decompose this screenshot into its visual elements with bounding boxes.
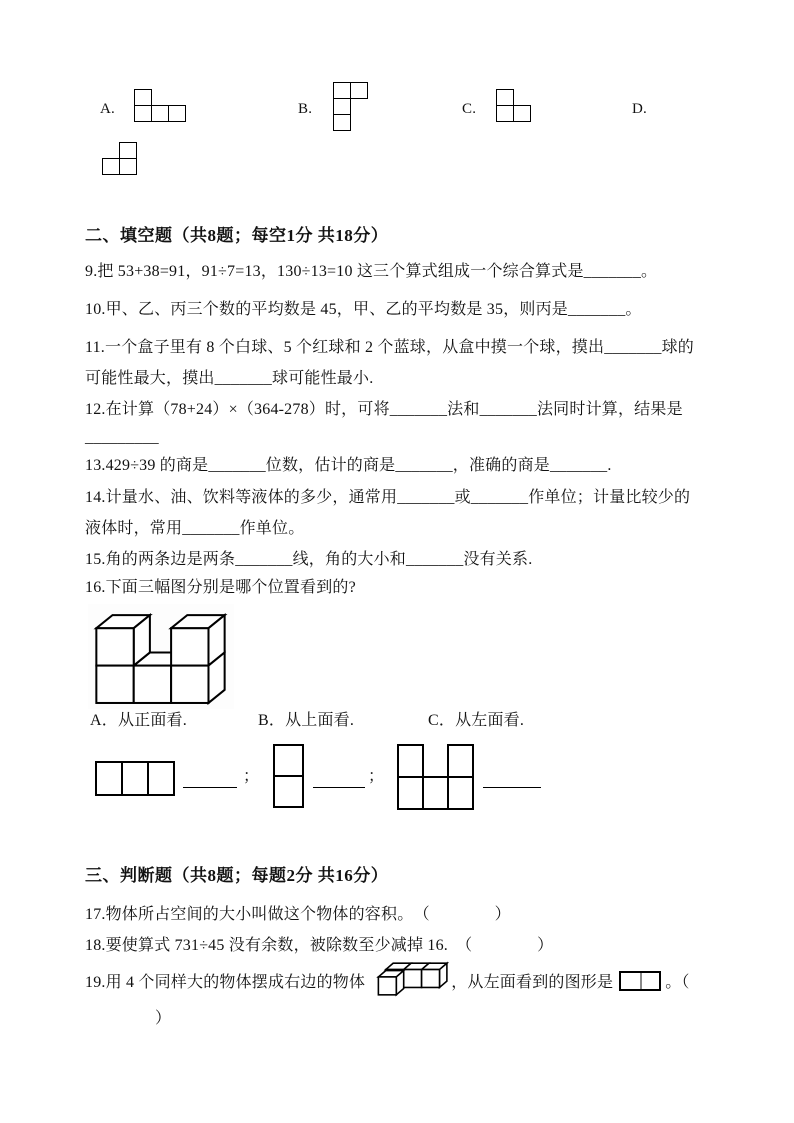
separator-semicolon-2: ； (368, 768, 385, 785)
question-15: 15.角的两条边是两条_______线，角的大小和_______没有关系. (85, 551, 533, 568)
grid-cell (147, 761, 175, 796)
cube-stack-drawing (93, 607, 229, 706)
answer-blank-top-view (313, 769, 365, 788)
question-10: 10.甲、乙、丙三个数的平均数是 45，甲、乙的平均数是 35，则丙是_______。 (85, 301, 642, 318)
grid-cell (350, 82, 368, 99)
grid-cell (447, 744, 474, 778)
grid-cell (95, 761, 123, 796)
question-12-line2: _________ (85, 429, 159, 446)
question-9: 9.把 53+38=91，91÷7=13，130÷13=10 这三个算式组成一个综合算式是_______。 (85, 263, 658, 280)
question-19-text-part1: 19.用 4 个同样大的物体摆成右边的物体 (85, 974, 366, 991)
grid-cell (119, 142, 137, 159)
question-17: 17.物体所占空间的大小叫做这个物体的容积。 （ ） (85, 906, 511, 923)
option-d-label: D. (632, 101, 647, 117)
cube-stack-figure (88, 604, 234, 709)
grid-cell (273, 744, 304, 777)
option-a-net-figure (134, 89, 186, 122)
section2-heading: 二、填空题（共8题；每空1分 共18分） (85, 226, 389, 245)
grid-cell (119, 158, 137, 175)
separator-semicolon-1: ； (243, 768, 260, 785)
grid-cell (273, 775, 304, 808)
answer-blank-front-view (183, 769, 237, 788)
question-11-line2: 可能性最大，摸出_______球可能性最小. (85, 370, 374, 387)
front-view-figure (95, 761, 175, 796)
view-b-label: B．从上面看. (258, 712, 355, 729)
answer-figure-divider (640, 973, 642, 989)
side-view-answer-figure (619, 971, 661, 991)
grid-cell (333, 98, 351, 115)
view-c-label: C．从左面看. (428, 712, 525, 729)
grid-cell (496, 89, 514, 106)
question-14-line1: 14.计量水、油、饮料等液体的多少，通常用_______或_______作单位；计量比较少的 (85, 489, 691, 506)
option-d-net-figure (102, 142, 137, 175)
grid-cell (134, 105, 152, 122)
top-view-figure (273, 744, 304, 808)
grid-cell (513, 105, 531, 122)
cube-arrangement-figure (371, 960, 449, 997)
grid-cell (447, 776, 474, 810)
view-a-label: A．从正面看. (90, 712, 187, 729)
answer-blank-left-view (483, 769, 541, 788)
left-view-figure (397, 744, 474, 810)
grid-cell (397, 776, 424, 810)
section3-heading: 三、判断题（共8题；每题2分 共16分） (85, 866, 389, 885)
grid-cell (496, 105, 514, 122)
question-18: 18.要使算式 731÷45 没有余数，被除数至少减掉 16. （ ） (85, 937, 554, 954)
grid-cell (422, 776, 449, 810)
question-12-line1: 12.在计算（78+24）×（364-278）时，可将_______法和_______法同时计算，结果是 (85, 401, 683, 418)
option-b-label: B. (298, 101, 313, 117)
option-c-label: C. (462, 101, 477, 117)
option-c-net-figure (496, 89, 531, 122)
question-19-line2: ） (155, 1010, 172, 1027)
question-16: 16.下面三幅图分别是哪个位置看到的? (85, 579, 356, 596)
question-19-text-part2: ，从左面看到的图形是 (451, 974, 614, 991)
option-b-net-figure (333, 82, 368, 131)
grid-cell (168, 105, 186, 122)
question-14-line2: 液体时，常用_______作单位。 (85, 520, 305, 537)
question-19-text-part3: 。（ (665, 974, 690, 991)
grid-cell (134, 89, 152, 106)
grid-cell (333, 114, 351, 131)
option-a-label: A. (100, 101, 115, 117)
question-19-line1 (85, 960, 690, 1001)
grid-cell (333, 82, 351, 99)
grid-cell (397, 744, 424, 778)
question-13: 13.429÷39 的商是_______位数，估计的商是_______，准确的商是_______. (85, 457, 612, 474)
grid-cell (102, 158, 120, 175)
question-11-line1: 11.一个盒子里有 8 个白球、5 个红球和 2 个蓝球，从盒中摸一个球，摸出_______球的 (85, 339, 695, 356)
grid-cell (121, 761, 149, 796)
grid-cell (151, 105, 169, 122)
